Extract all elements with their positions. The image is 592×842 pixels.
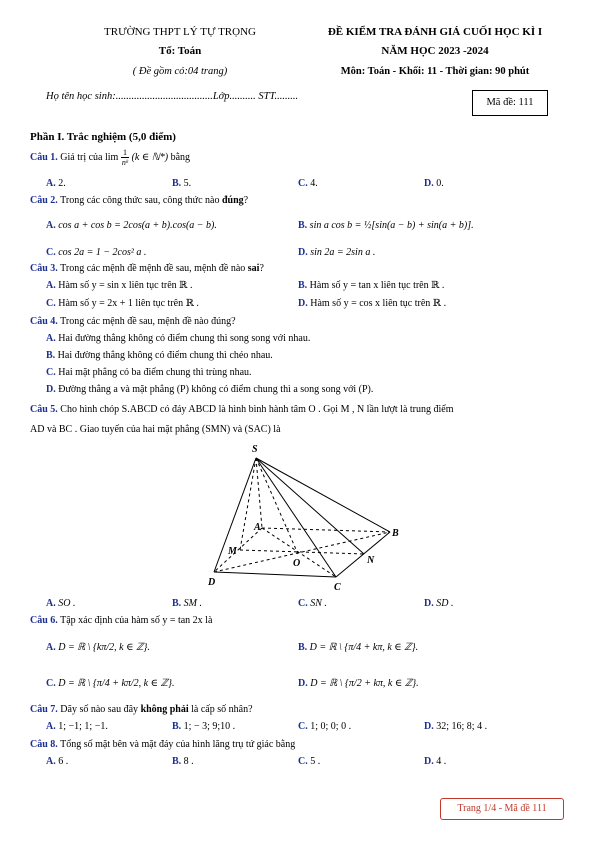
question-6 (30, 615, 212, 626)
option-label: A. (46, 721, 56, 732)
option-text: 5 . (310, 756, 321, 767)
option-text: Hàm số y = sin x liên tục trên ℝ . (58, 280, 193, 291)
option-c (46, 298, 199, 309)
option-label: A. (46, 756, 56, 767)
option-text: 2. (58, 178, 66, 189)
question-label: Câu 7. (30, 704, 58, 715)
label-M: M (228, 546, 237, 557)
option-text: SO . (58, 598, 76, 609)
option-c (298, 598, 327, 609)
option-b (172, 178, 191, 189)
option-text: 0. (436, 178, 444, 189)
option-text: D = ℝ \ {kπ/2, k ∈ ℤ}. (58, 642, 150, 653)
option-c (298, 756, 320, 767)
option-label: D. (46, 384, 56, 395)
option-label: D. (298, 298, 308, 309)
option-text: Hàm số y = tan x liên tục trên ℝ . (309, 280, 445, 291)
option-text: 6 . (58, 756, 69, 767)
question-text-tail: bằng (170, 151, 191, 163)
fraction (121, 148, 129, 167)
option-d (424, 598, 453, 609)
option-label: A. (46, 333, 56, 344)
option-d (424, 178, 444, 189)
option-text: 4 . (436, 756, 447, 767)
numerator: 1 (121, 148, 129, 158)
option-label: A. (46, 642, 56, 653)
option-c (46, 247, 146, 258)
edge-DC (214, 572, 336, 577)
option-c (298, 721, 351, 732)
option-label: B. (298, 220, 308, 231)
question-text: Dãy số nào sau đây (60, 704, 139, 715)
option-label: D. (424, 756, 434, 767)
option-label: C. (298, 178, 308, 189)
option-text: D = ℝ \ {π/4 + kπ, k ∈ ℤ}. (309, 642, 419, 653)
page-footer: Trang 1/4 - Mã đề 111 (440, 798, 564, 820)
option-label: D. (424, 721, 434, 732)
question-8 (30, 739, 295, 750)
option-c (46, 678, 174, 689)
option-text: Hàm số y = 2x + 1 liên tục trên ℝ . (58, 298, 199, 309)
option-text: Hai mặt phẳng có ba điểm chung thì trùng nhau. (58, 367, 252, 378)
option-label: B. (172, 756, 182, 767)
question-text: Trong các mệnh đề sau, mệnh đề nào đúng? (60, 316, 236, 327)
question-emphasis: đúng (221, 195, 244, 206)
question-text: Trong các mệnh đề mệnh đề sau, mệnh đề nào (60, 263, 246, 274)
option-d (46, 384, 373, 395)
option-c (46, 367, 252, 378)
question-text: Tổng số mặt bên và mặt đáy của hình lăng trụ tứ giác bằng (60, 739, 296, 750)
option-label: C. (46, 367, 56, 378)
edge-SO (256, 458, 298, 554)
denominator: nᵏ (121, 158, 129, 167)
option-a (46, 280, 192, 291)
option-label: A. (46, 598, 56, 609)
option-text: SD . (436, 598, 454, 609)
option-text: 4. (310, 178, 318, 189)
option-label: C. (298, 721, 308, 732)
option-text: sin a cos b = ½[sin(a − b) + sin(a + b)]. (309, 220, 474, 231)
question-label: Câu 3. (30, 263, 58, 274)
option-text: D = ℝ \ {π/4 + kπ/2, k ∈ ℤ}. (58, 678, 175, 689)
option-text: D = ℝ \ {π/2 + kπ, k ∈ ℤ}. (310, 678, 419, 689)
lim-symbol: lim (105, 151, 119, 163)
question-text: Cho hình chóp S.ABCD có đáy ABCD là hình bình hành tâm O . Gọi M , N lần lượt là trung điểm (60, 404, 454, 415)
option-text: Đường thẳng a và mặt phẳng (P) không có điểm chung thì a song song với (P). (58, 384, 374, 395)
option-label: A. (46, 280, 56, 291)
option-label: C. (298, 756, 308, 767)
edge-SA (256, 458, 262, 528)
question-label: Câu 1. (30, 151, 58, 163)
option-b (298, 280, 444, 291)
option-label: B. (172, 178, 182, 189)
question-2 (30, 195, 248, 206)
question-5-line2: AD và BC . Giao tuyến của hai mặt phẳng (SMN) và (SAC) là (30, 424, 281, 435)
edge-CB (336, 532, 390, 577)
question-text-tail: là cấp số nhân? (191, 704, 253, 715)
label-B: B (392, 528, 399, 539)
option-b (298, 220, 474, 231)
edge-MN (240, 550, 364, 554)
question-label: Câu 2. (30, 195, 58, 206)
edge-SN (256, 458, 364, 554)
option-text: SN . (310, 598, 327, 609)
label-D: D (208, 577, 216, 588)
option-a (46, 642, 150, 653)
option-label: C. (298, 598, 308, 609)
condition: (k ∈ ℕ*) (131, 151, 169, 163)
option-b (298, 642, 418, 653)
option-text: cos 2a = 1 − 2cos² a . (58, 247, 147, 258)
option-label: D. (424, 178, 434, 189)
option-text: 32; 16; 8; 4 . (436, 721, 488, 732)
school-name: TRƯỜNG THPT LÝ TỰ TRỌNG (104, 26, 256, 38)
option-text: SM . (183, 598, 203, 609)
student-info-line: Họ tên học sinh:.....................................Lớp.......... STT......... (46, 91, 299, 102)
question-text: Tập xác định của hàm số y = tan 2x là (60, 615, 213, 626)
option-a (46, 333, 310, 344)
option-b (172, 756, 194, 767)
option-text: 1; −1; 1; −1. (58, 721, 108, 732)
option-text: 1; − 3; 9;10 . (183, 721, 236, 732)
question-text-tail: ? (243, 195, 249, 206)
question-text: Giá trị của (60, 151, 103, 163)
option-d (298, 678, 419, 689)
option-text: Hai đường thẳng không có điểm chung thì chéo nhau. (57, 350, 273, 361)
label-S: S (252, 444, 258, 455)
question-1 (30, 148, 190, 167)
question-label: Câu 8. (30, 739, 58, 750)
label-C: C (334, 582, 341, 593)
option-text: 5. (183, 178, 192, 189)
option-text: sin 2a = 2sin a . (310, 247, 376, 258)
option-label: D. (298, 678, 308, 689)
option-label: C. (46, 298, 56, 309)
option-b (172, 721, 235, 732)
option-a (46, 756, 68, 767)
option-d (424, 721, 487, 732)
subject-text: Môn: Toán - Khối: 11 - Thời gian: 90 phút (340, 66, 530, 77)
option-label: D. (424, 598, 434, 609)
label-O: O (293, 558, 301, 569)
option-a (46, 721, 108, 732)
option-label: C. (46, 678, 56, 689)
option-text: Hàm số y = cos x liên tục trên ℝ . (310, 298, 447, 309)
option-b (172, 598, 202, 609)
question-text: Trong các công thức sau, công thức nào (60, 195, 220, 206)
question-label: Câu 6. (30, 615, 58, 626)
question-emphasis: sai (247, 263, 260, 274)
department: Tổ: Toán (158, 45, 202, 57)
option-label: A. (46, 220, 56, 231)
option-label: D. (298, 247, 308, 258)
option-label: C. (46, 247, 56, 258)
edge-SM (240, 458, 256, 550)
question-3 (30, 263, 264, 274)
exam-code-box: Mã đề: 111 (472, 90, 548, 116)
question-text-tail: ? (259, 263, 264, 274)
question-5 (30, 404, 453, 415)
question-7 (30, 704, 253, 715)
pages-note: ( Đề gồm có:04 trang) (132, 66, 228, 77)
question-emphasis: không phải (140, 704, 189, 715)
subject-info (285, 66, 585, 77)
option-text: cos a + cos b = 2cos(a + b).cos(a − b). (58, 220, 217, 231)
edge-SB (256, 458, 390, 532)
option-label: B. (172, 598, 182, 609)
question-4 (30, 316, 236, 327)
option-label: A. (46, 178, 56, 189)
option-d (298, 247, 375, 258)
option-text: Hai đường thẳng không có điểm chung thì song song với nhau. (58, 333, 311, 344)
option-a (46, 220, 217, 231)
question-label: Câu 5. (30, 404, 58, 415)
label-A: A (254, 522, 261, 533)
option-a (46, 598, 75, 609)
exam-title: ĐỀ KIỂM TRA ĐÁNH GIÁ CUỐI HỌC KÌ I (327, 26, 543, 38)
option-b (46, 350, 273, 361)
school-year: NĂM HỌC 2023 -2024 (381, 45, 489, 57)
option-label: B. (172, 721, 182, 732)
edge-AB (262, 528, 390, 532)
pyramid-figure (200, 442, 410, 597)
question-label: Câu 4. (30, 316, 58, 327)
option-d (298, 298, 446, 309)
option-label: B. (298, 280, 308, 291)
label-N: N (367, 555, 375, 566)
option-label: B. (46, 350, 56, 361)
part-title: Phần I. Trắc nghiệm (5,0 điểm) (30, 131, 176, 143)
option-c (298, 178, 318, 189)
option-d (424, 756, 446, 767)
option-a (46, 178, 66, 189)
option-text: 8 . (183, 756, 194, 767)
option-text: 1; 0; 0; 0 . (310, 721, 352, 732)
option-label: B. (298, 642, 308, 653)
